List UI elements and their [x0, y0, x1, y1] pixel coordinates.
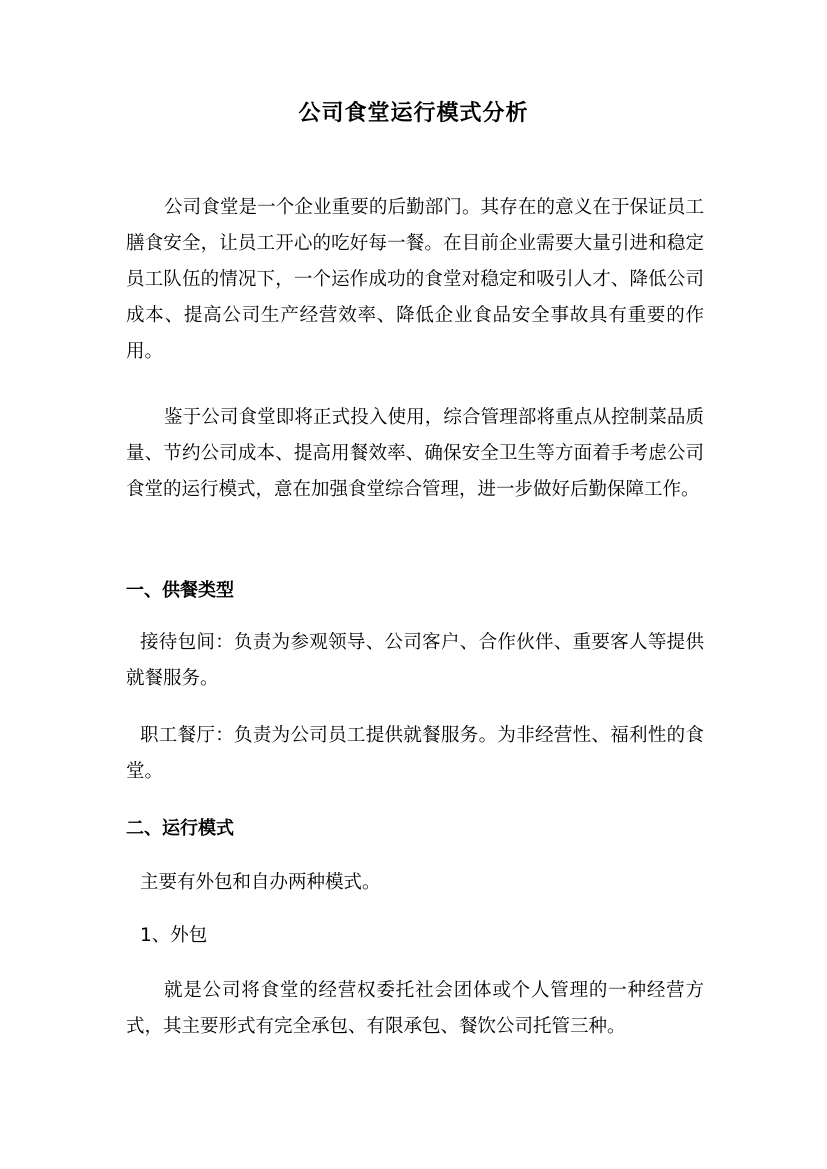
modes-summary-paragraph: 主要有外包和自办两种模式。: [140, 872, 381, 893]
subsection-heading-outsourcing: 1、外包: [140, 925, 208, 946]
section-heading-meal-types: 一、供餐类型: [126, 580, 234, 601]
staff-canteen-paragraph: 职工餐厅：负责为公司员工提供就餐服务。为非经营性、福利性的食堂。: [126, 725, 704, 782]
section-heading-operation-modes: 二、运行模式: [126, 818, 234, 839]
reception-room-paragraph: 接待包间：负责为参观领导、公司客户、合作伙伴、重要客人等提供就餐服务。: [126, 632, 704, 689]
document-title: 公司食堂运行模式分析: [298, 101, 529, 126]
purpose-paragraph: 鉴于公司食堂即将正式投入使用，综合管理部将重点从控制菜品质量、节约公司成本、提高用餐效率、确保安全卫生等方面着手考虑公司食堂的运行模式，意在加强食堂综合管理，进一步做好后勤保障工作。: [126, 407, 704, 500]
intro-paragraph: 公司食堂是一个企业重要的后勤部门。其存在的意义在于保证员工膳食安全，让员工开心的吃好每一餐。在目前企业需要大量引进和稳定员工队伍的情况下，一个运作成功的食堂对稳定和吸引人才、降低公司成本、提高公司生产经营效率、降低企业食品安全事故具有重要的作用。: [126, 197, 704, 362]
outsourcing-paragraph: 就是公司将食堂的经营权委托社会团体或个人管理的一种经营方式，其主要形式有完全承包、有限承包、餐饮公司托管三种。: [126, 980, 704, 1037]
